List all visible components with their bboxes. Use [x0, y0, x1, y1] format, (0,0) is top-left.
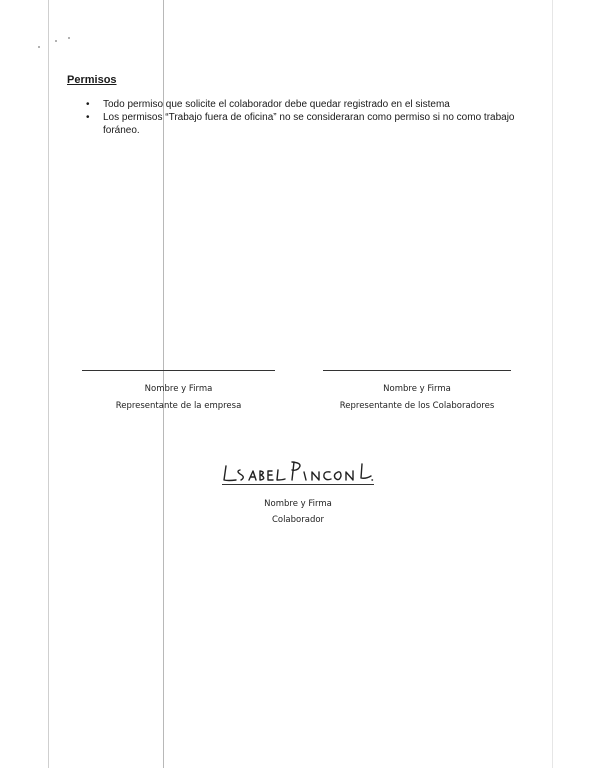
- signature-role: Representante de la empresa: [115, 401, 242, 411]
- signature-line-collaborator: [222, 484, 374, 485]
- signature-line-collaborators-rep: [323, 370, 511, 371]
- signature-line-company: [82, 370, 275, 371]
- signature-caption: Nombre y Firma: [264, 499, 332, 509]
- signature-role: Representante de los Colaboradores: [339, 401, 495, 411]
- section-title: Permisos: [67, 74, 117, 86]
- scan-artifact-line: [48, 0, 49, 768]
- handwritten-signature: [222, 456, 374, 486]
- bullet-icon: •: [86, 112, 90, 123]
- scan-speck: [38, 46, 40, 48]
- scan-artifact-line: [552, 0, 553, 768]
- signature-caption: Nombre y Firma: [144, 384, 213, 394]
- list-item: [86, 98, 526, 111]
- scan-speck: [68, 37, 70, 39]
- scan-speck: [55, 40, 57, 42]
- bullet-text: Los permisos “Trabajo fuera de oficina” no se consideraran como permiso si no como trabajo foráneo.: [103, 112, 515, 136]
- signature-caption: Nombre y Firma: [383, 384, 451, 394]
- signature-role: Colaborador: [271, 515, 325, 525]
- list-item: [86, 111, 526, 137]
- bullet-text: Todo permiso que solicite el colaborador debe quedar registrado en el sistema: [103, 99, 450, 110]
- bullet-list: [86, 98, 526, 137]
- bullet-icon: •: [86, 99, 90, 110]
